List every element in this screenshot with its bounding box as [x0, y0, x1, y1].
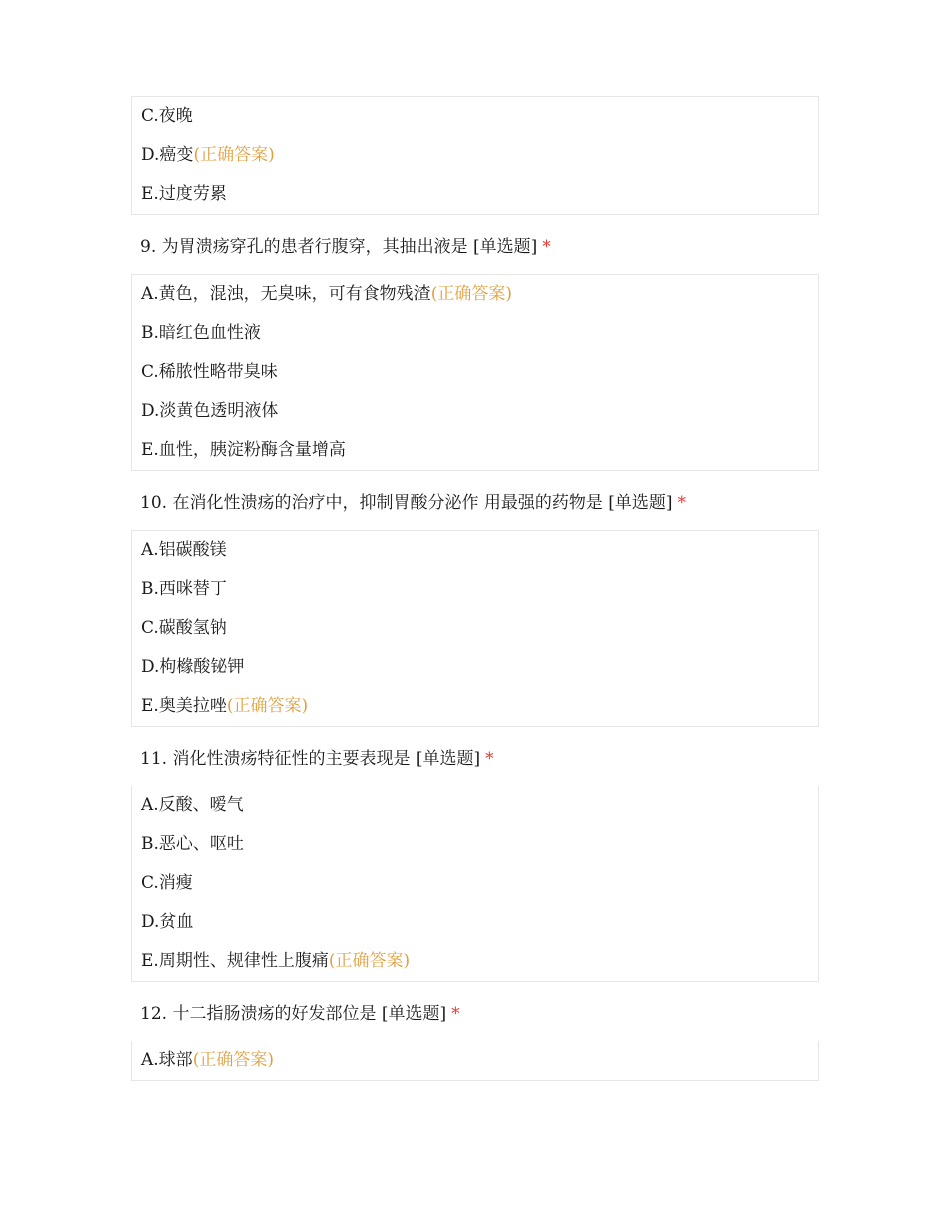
q11-option-b [132, 825, 818, 864]
option-text: B.暗红色血性液 [141, 323, 261, 343]
q10-option-c [132, 609, 818, 648]
q12-option-a [132, 1041, 818, 1080]
option-text: C.稀脓性略带臭味 [141, 362, 278, 382]
option-text: B.西咪替丁 [141, 579, 227, 599]
q11-options [131, 786, 819, 982]
question-text: 11. 消化性溃疡特征性的主要表现是 [单选题] [140, 749, 481, 769]
option-text: D.贫血 [141, 912, 194, 932]
q8-option-d [132, 136, 818, 175]
q9-title [131, 215, 819, 274]
required-asterisk: * [451, 1004, 460, 1024]
q9-option-e [132, 431, 818, 470]
question-text: 10. 在消化性溃疡的治疗中，抑制胃酸分泌作 用最强的药物是 [单选题] [140, 493, 673, 513]
q9-option-a [132, 275, 818, 314]
correct-answer-marker: (正确答案) [226, 696, 309, 716]
option-text: D.癌变 [141, 145, 194, 165]
survey-page [131, 96, 819, 1081]
option-text: E.周期性、规律性上腹痛 [141, 951, 329, 971]
q8-options [131, 96, 819, 215]
option-text: A.反酸、嗳气 [141, 795, 244, 815]
q12-options [131, 1041, 819, 1081]
q9-option-c [132, 353, 818, 392]
required-asterisk: * [485, 749, 494, 769]
q9-options [131, 274, 819, 471]
q11-title [131, 727, 819, 786]
option-text: E.过度劳累 [141, 184, 227, 204]
option-text: D.淡黄色透明液体 [141, 401, 279, 421]
correct-answer-marker: (正确答案) [193, 145, 275, 165]
required-asterisk: * [542, 237, 551, 257]
q12-title [131, 982, 819, 1041]
q10-options [131, 530, 819, 727]
q10-option-a [132, 531, 818, 570]
option-text: C.夜晚 [141, 106, 193, 126]
q8-option-c [132, 97, 818, 136]
required-asterisk: * [677, 493, 687, 513]
q10-title [131, 471, 819, 530]
option-text: E.血性，胰淀粉酶含量增高 [141, 440, 346, 460]
option-text: C.碳酸氢钠 [141, 618, 227, 638]
correct-answer-marker: (正确答案) [430, 284, 512, 304]
option-text: B.恶心、呕吐 [141, 834, 244, 854]
q10-option-e [132, 687, 818, 726]
question-text: 12. 十二指肠溃疡的好发部位是 [单选题] [140, 1004, 447, 1024]
option-text: A.球部 [141, 1050, 193, 1070]
q11-option-e [132, 942, 818, 981]
q8-option-e [132, 175, 818, 214]
q9-option-d [132, 392, 818, 431]
option-text: A.铝碳酸镁 [141, 540, 227, 560]
q9-option-b [132, 314, 818, 353]
q10-option-d [132, 648, 818, 687]
q11-option-a [132, 786, 818, 825]
option-text: A.黄色，混浊，无臭味，可有食物残渣 [141, 284, 431, 304]
q11-option-c [132, 864, 818, 903]
q10-option-b [132, 570, 818, 609]
option-text: D.枸橼酸铋钾 [141, 657, 245, 677]
correct-answer-marker: (正确答案) [192, 1050, 274, 1070]
option-text: C.消瘦 [141, 873, 193, 893]
q11-option-d [132, 903, 818, 942]
correct-answer-marker: (正确答案) [328, 951, 411, 971]
question-text: 9. 为胃溃疡穿孔的患者行腹穿，其抽出液是 [单选题] [140, 237, 538, 257]
option-text: E.奥美拉唑 [141, 696, 227, 716]
